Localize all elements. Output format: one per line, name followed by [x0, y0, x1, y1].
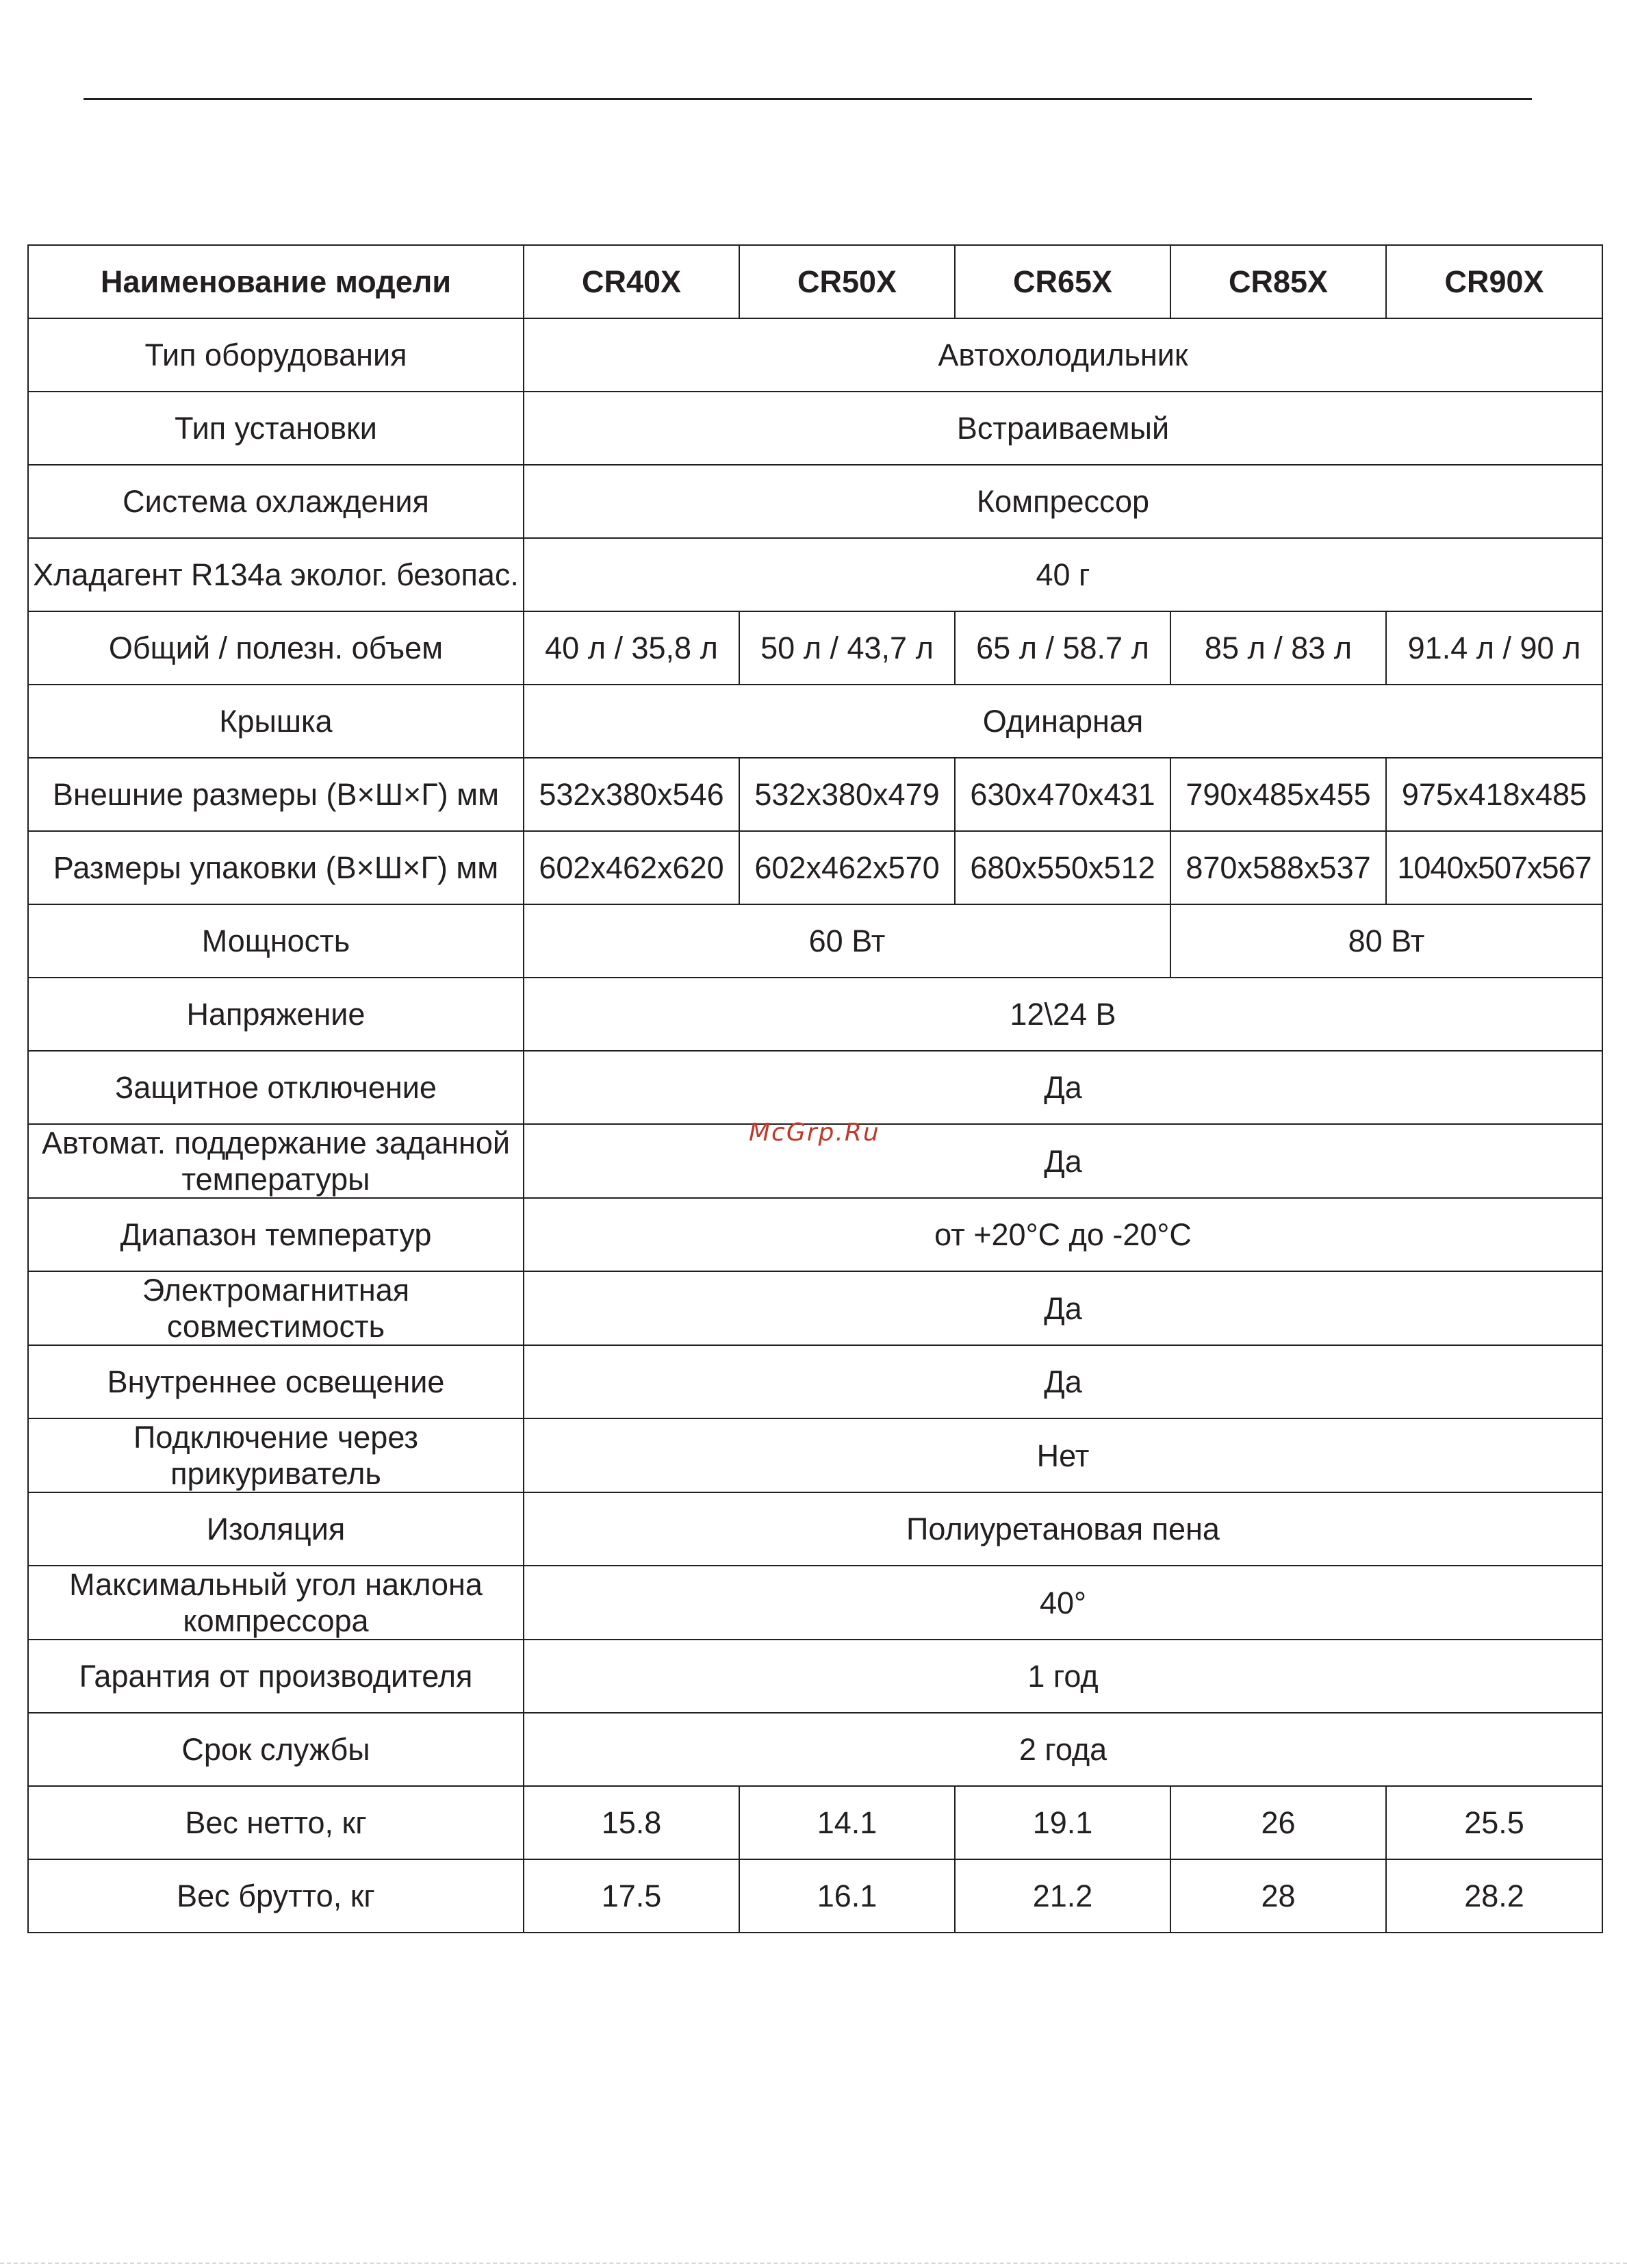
row-value: 1 год: [524, 1640, 1602, 1713]
row-lid: [28, 685, 1602, 758]
watermark: McGrp.Ru: [749, 1119, 880, 1147]
row-cooling-system: [28, 465, 1602, 538]
row-label: Диапазон температур: [28, 1198, 524, 1271]
row-temp-range: [28, 1198, 1602, 1271]
row-label: Срок службы: [28, 1713, 524, 1786]
row-value: 80 Вт: [1170, 904, 1602, 978]
table-cell: 532x380x546: [524, 758, 739, 831]
table-cell: 91.4 л / 90 л: [1386, 611, 1602, 685]
row-cigarette-lighter: [28, 1418, 1602, 1492]
row-label: Внешние размеры (В×Ш×Г) мм: [28, 758, 524, 831]
row-value: Одинарная: [524, 685, 1602, 758]
table-cell: 50 л / 43,7 л: [739, 611, 955, 685]
row-outer-dims: [28, 758, 1602, 831]
row-value: Встраиваемый: [524, 392, 1602, 465]
table-cell: 14.1: [739, 1786, 955, 1859]
table-cell: 65 л / 58.7 л: [955, 611, 1170, 685]
spec-table: [27, 244, 1603, 1933]
bottom-divider: [0, 2263, 1627, 2264]
row-value: Да: [524, 1271, 1602, 1345]
row-label: Тип оборудования: [28, 318, 524, 392]
table-cell: 25.5: [1386, 1786, 1602, 1859]
row-gross-weight: [28, 1859, 1602, 1933]
table-cell: 21.2: [955, 1859, 1170, 1933]
row-label: Вес брутто, кг: [28, 1859, 524, 1933]
table-cell: 15.8: [524, 1786, 739, 1859]
row-package-dims: [28, 831, 1602, 904]
row-label: Гарантия от производителя: [28, 1640, 524, 1713]
table-cell: 26: [1170, 1786, 1386, 1859]
row-label: Система охлаждения: [28, 465, 524, 538]
row-voltage: [28, 978, 1602, 1051]
row-insulation: [28, 1492, 1602, 1566]
row-label: Размеры упаковки (В×Ш×Г) мм: [28, 831, 524, 904]
row-label: Максимальный угол наклона компрессора: [28, 1566, 524, 1640]
table-cell: 975x418x485: [1386, 758, 1602, 831]
table-cell: 19.1: [955, 1786, 1170, 1859]
model-cr50x: CR50X: [739, 245, 955, 318]
table-cell: 790x485x455: [1170, 758, 1386, 831]
row-label: Вес нетто, кг: [28, 1786, 524, 1859]
row-volume: [28, 611, 1602, 685]
table-cell: 630x470x431: [955, 758, 1170, 831]
row-label: Тип установки: [28, 392, 524, 465]
row-equipment-type: [28, 318, 1602, 392]
row-interior-light: [28, 1345, 1602, 1418]
row-value: 60 Вт: [524, 904, 1170, 978]
table-cell: 17.5: [524, 1859, 739, 1933]
row-service-life: [28, 1713, 1602, 1786]
row-value: Да: [524, 1124, 1602, 1198]
top-divider: [84, 98, 1532, 100]
table-cell: 602x462x620: [524, 831, 739, 904]
row-net-weight: [28, 1786, 1602, 1859]
row-label: Общий / полезн. объем: [28, 611, 524, 685]
row-label: Крышка: [28, 685, 524, 758]
model-cr85x: CR85X: [1170, 245, 1386, 318]
table-cell: 1040x507x567: [1386, 831, 1602, 904]
row-label: Напряжение: [28, 978, 524, 1051]
table-cell: 85 л / 83 л: [1170, 611, 1386, 685]
row-value: 2 года: [524, 1713, 1602, 1786]
row-value: 40°: [524, 1566, 1602, 1640]
table-cell: 532x380x479: [739, 758, 955, 831]
row-label: Изоляция: [28, 1492, 524, 1566]
row-refrigerant: [28, 538, 1602, 611]
row-label: Подключение через прикуриватель: [28, 1418, 524, 1492]
row-protective-shutdown: [28, 1051, 1602, 1124]
model-cr40x: CR40X: [524, 245, 739, 318]
row-value: от +20°С до -20°С: [524, 1198, 1602, 1271]
table-cell: 28: [1170, 1859, 1386, 1933]
header-row: [28, 245, 1602, 318]
table-cell: 28.2: [1386, 1859, 1602, 1933]
row-label: Защитное отключение: [28, 1051, 524, 1124]
row-warranty: [28, 1640, 1602, 1713]
row-value: Нет: [524, 1418, 1602, 1492]
row-value: Да: [524, 1051, 1602, 1124]
row-value: Полиуретановая пена: [524, 1492, 1602, 1566]
row-value: 12\24 В: [524, 978, 1602, 1051]
row-label: Мощность: [28, 904, 524, 978]
table-cell: 680x550x512: [955, 831, 1170, 904]
row-max-tilt: [28, 1566, 1602, 1640]
table-cell: 40 л / 35,8 л: [524, 611, 739, 685]
row-install-type: [28, 392, 1602, 465]
row-power: [28, 904, 1602, 978]
table-cell: 16.1: [739, 1859, 955, 1933]
row-label: Внутреннее освещение: [28, 1345, 524, 1418]
row-label: Автомат. поддержание заданной температуры: [28, 1124, 524, 1198]
model-cr90x: CR90X: [1386, 245, 1602, 318]
model-cr65x: CR65X: [955, 245, 1170, 318]
row-value: Да: [524, 1345, 1602, 1418]
table-cell: 602x462x570: [739, 831, 955, 904]
row-value: Автохолодильник: [524, 318, 1602, 392]
row-value: Компрессор: [524, 465, 1602, 538]
row-emc: [28, 1271, 1602, 1345]
table-cell: 870x588x537: [1170, 831, 1386, 904]
header-label: Наименование модели: [28, 245, 524, 318]
row-label: Электромагнитная совместимость: [28, 1271, 524, 1345]
row-value: 40 г: [524, 538, 1602, 611]
row-label: Хладагент R134a эколог. безопас.: [28, 538, 524, 611]
